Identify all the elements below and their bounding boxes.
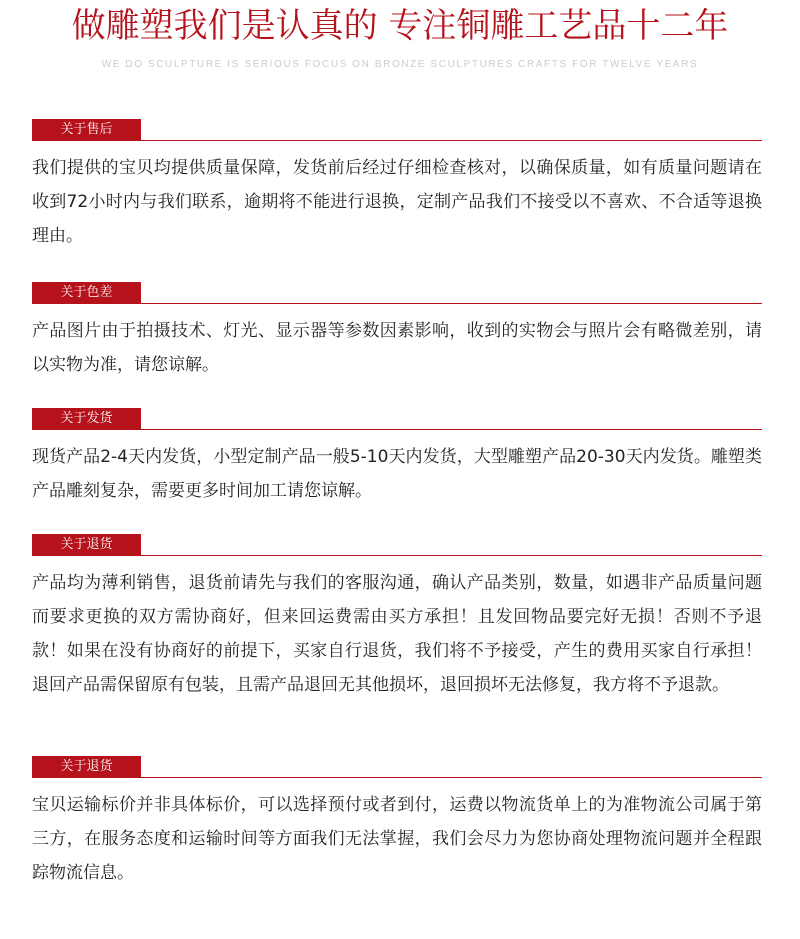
section-header <box>32 282 762 304</box>
page-subtitle: WE DO SCULPTURE IS SERIOUS FOCUS ON BRONZE SCULPTURES CRAFTS FOR TWELVE YEARS <box>101 59 699 70</box>
section-returns <box>32 534 762 702</box>
section-tag: 关于色差 <box>32 282 141 304</box>
section-tag: 关于发货 <box>32 408 141 430</box>
section-divider <box>141 303 762 304</box>
section-divider <box>141 555 762 556</box>
section-tag: 关于退货 <box>32 534 141 556</box>
section-text: 我们提供的宝贝均提供质量保障，发货前后经过仔细检查核对，以确保质量，如有质量问题请在收到72小时内与我们联系，逾期将不能进行退换，定制产品我们不接受以不喜欢、不合适等退换理由。 <box>32 158 762 246</box>
section-logistics <box>32 756 762 890</box>
section-text: 产品均为薄利销售，退货前请先与我们的客服沟通，确认产品类别，数量，如遇非产品质量问题而要求更换的双方需协商好，但来回运费需由买方承担！且发回物品要完好无损！否则不予退款！如果在没有协商好的前提下，买家自行退货，我们将不予接受，产生的费用买家自行承担！退回产品需保留原有包装，且需产品退回无其他损坏，退回损坏无法修复，我方将不予退款。 <box>32 573 762 695</box>
section-divider <box>141 429 762 430</box>
page-header <box>0 0 800 80</box>
section-header <box>32 534 762 556</box>
section-header <box>32 756 762 778</box>
section-tag: 关于退货 <box>32 756 141 778</box>
section-text: 宝贝运输标价并非具体标价，可以选择预付或者到付，运费以物流货单上的为准物流公司属于第三方，在服务态度和运输时间等方面我们无法掌握，我们会尽力为您协商处理物流问题并全程跟踪物流信息。 <box>32 795 762 883</box>
section-text: 现货产品2-4天内发货，小型定制产品一般5-10天内发货，大型雕塑产品20-30天内发货。雕塑类产品雕刻复杂，需要更多时间加工请您谅解。 <box>32 447 762 501</box>
section-divider <box>141 777 762 778</box>
section-tag: 关于售后 <box>32 119 141 141</box>
section-shipping <box>32 408 762 508</box>
section-text: 产品图片由于拍摄技术、灯光、显示器等参数因素影响，收到的实物会与照片会有略微差别，请以实物为准，请您谅解。 <box>32 321 762 375</box>
section-header <box>32 119 762 141</box>
page-title: 做雕塑我们是认真的 专注铜雕工艺品十二年 <box>71 6 729 46</box>
section-color-difference <box>32 282 762 382</box>
section-after-sales <box>32 119 762 253</box>
section-header <box>32 408 762 430</box>
section-divider <box>141 140 762 141</box>
